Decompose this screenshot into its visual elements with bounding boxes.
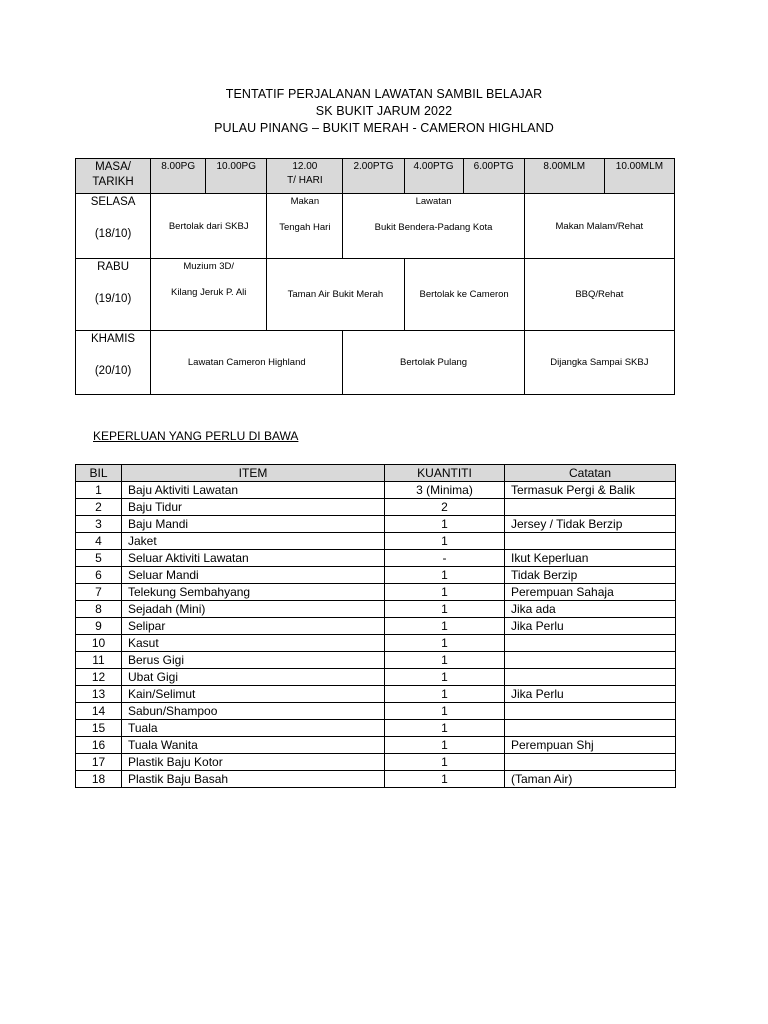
table-row xyxy=(76,703,676,720)
item-name: Berus Gigi xyxy=(122,652,385,669)
item-number: 14 xyxy=(76,703,122,720)
items-header-row xyxy=(76,465,676,482)
item-note xyxy=(505,669,676,686)
schedule-row-rabu xyxy=(76,259,675,331)
items-heading: KEPERLUAN YANG PERLU DI BAWA xyxy=(93,429,299,443)
item-quantity: 1 xyxy=(385,567,505,584)
item-name: Sabun/Shampoo xyxy=(122,703,385,720)
item-quantity: 1 xyxy=(385,737,505,754)
item-number: 16 xyxy=(76,737,122,754)
table-row xyxy=(76,567,676,584)
item-name: Selipar xyxy=(122,618,385,635)
item-number: 7 xyxy=(76,584,122,601)
item-number: 2 xyxy=(76,499,122,516)
item-quantity: 1 xyxy=(385,601,505,618)
item-quantity: 1 xyxy=(385,686,505,703)
activity-dijangka-sampai: Dijangka Sampai SKBJ xyxy=(524,331,674,395)
table-row xyxy=(76,737,676,754)
item-number: 15 xyxy=(76,720,122,737)
activity-line-1: Lawatan xyxy=(415,196,452,207)
item-quantity: 1 xyxy=(385,533,505,550)
item-note xyxy=(505,533,676,550)
item-number: 12 xyxy=(76,669,122,686)
item-number: 6 xyxy=(76,567,122,584)
item-note: Jika Perlu xyxy=(505,686,676,703)
item-number: 17 xyxy=(76,754,122,771)
masa-label: MASA/ xyxy=(95,161,131,173)
table-row xyxy=(76,550,676,567)
item-name: Plastik Baju Kotor xyxy=(122,754,385,771)
item-name: Baju Aktiviti Lawatan xyxy=(122,482,385,499)
activity-line-2: Tengah Hari xyxy=(279,222,331,233)
item-name: Sejadah (Mini) xyxy=(122,601,385,618)
title-line-3: PULAU PINANG – BUKIT MERAH - CAMERON HIGHLAND xyxy=(214,121,554,135)
item-number: 1 xyxy=(76,482,122,499)
item-name: Ubat Gigi xyxy=(122,669,385,686)
item-note: Termasuk Pergi & Balik xyxy=(505,482,676,499)
item-quantity: 1 xyxy=(385,669,505,686)
activity-line-1: Makan xyxy=(290,196,320,207)
activity-muzium-3d xyxy=(151,259,267,331)
item-note: (Taman Air) xyxy=(505,771,676,788)
item-name: Baju Tidur xyxy=(122,499,385,516)
item-number: 10 xyxy=(76,635,122,652)
item-note: Tidak Berzip xyxy=(505,567,676,584)
item-quantity: 1 xyxy=(385,703,505,720)
item-note xyxy=(505,635,676,652)
table-row xyxy=(76,686,676,703)
table-row xyxy=(76,499,676,516)
table-row xyxy=(76,482,676,499)
item-name: Plastik Baju Basah xyxy=(122,771,385,788)
masa-tarikh-header xyxy=(76,159,151,194)
items-table xyxy=(75,464,676,788)
schedule-row-selasa xyxy=(76,194,675,259)
item-note: Jika ada xyxy=(505,601,676,618)
item-quantity: 1 xyxy=(385,516,505,533)
item-quantity: 1 xyxy=(385,652,505,669)
table-row xyxy=(76,720,676,737)
item-note: Jersey / Tidak Berzip xyxy=(505,516,676,533)
item-number: 5 xyxy=(76,550,122,567)
item-note xyxy=(505,499,676,516)
item-name: Kain/Selimut xyxy=(122,686,385,703)
time-header-12-value: 12.00 xyxy=(292,161,318,172)
time-header-8mlm: 8.00MLM xyxy=(524,159,604,194)
item-quantity: - xyxy=(385,550,505,567)
schedule-table xyxy=(75,158,675,395)
table-row xyxy=(76,652,676,669)
activity-line-2: Kilang Jeruk P. Ali xyxy=(171,287,247,298)
item-quantity: 1 xyxy=(385,771,505,788)
item-number: 11 xyxy=(76,652,122,669)
item-note xyxy=(505,652,676,669)
activity-bertolak-cameron: Bertolak ke Cameron xyxy=(404,259,524,331)
items-table-body xyxy=(76,465,676,788)
document-title xyxy=(0,86,768,137)
day-cell-rabu xyxy=(76,259,151,331)
day-date: (20/10) xyxy=(94,365,132,377)
item-name: Tuala xyxy=(122,720,385,737)
activity-bertolak-skbj: Bertolak dari SKBJ xyxy=(151,194,267,259)
schedule-header-row xyxy=(76,159,675,194)
item-number: 8 xyxy=(76,601,122,618)
table-row xyxy=(76,601,676,618)
table-row xyxy=(76,516,676,533)
item-quantity: 1 xyxy=(385,754,505,771)
item-number: 13 xyxy=(76,686,122,703)
activity-lawatan-bukit-bendera xyxy=(343,194,524,259)
day-cell-selasa xyxy=(76,194,151,259)
table-row xyxy=(76,771,676,788)
time-header-10pg: 10.00PG xyxy=(206,159,267,194)
activity-line-2: Bukit Bendera-Padang Kota xyxy=(374,222,493,233)
activity-taman-air: Taman Air Bukit Merah xyxy=(267,259,404,331)
title-line-1: TENTATIF PERJALANAN LAWATAN SAMBIL BELAJAR xyxy=(225,87,543,101)
title-line-2: SK BUKIT JARUM 2022 xyxy=(315,104,453,118)
table-row xyxy=(76,635,676,652)
header-kuantiti: KUANTITI xyxy=(385,465,505,482)
item-note: Jika Perlu xyxy=(505,618,676,635)
table-row xyxy=(76,584,676,601)
day-cell-khamis xyxy=(76,331,151,395)
item-quantity: 1 xyxy=(385,635,505,652)
day-date: (18/10) xyxy=(94,228,132,240)
item-name: Seluar Aktiviti Lawatan xyxy=(122,550,385,567)
item-note xyxy=(505,720,676,737)
item-name: Seluar Mandi xyxy=(122,567,385,584)
time-header-4ptg: 4.00PTG xyxy=(404,159,463,194)
item-quantity: 1 xyxy=(385,584,505,601)
time-header-12-label: T/ HARI xyxy=(287,175,323,186)
item-quantity: 1 xyxy=(385,720,505,737)
table-row xyxy=(76,754,676,771)
day-date: (19/10) xyxy=(94,293,132,305)
schedule-row-khamis xyxy=(76,331,675,395)
item-quantity: 1 xyxy=(385,618,505,635)
activity-makan-malam: Makan Malam/Rehat xyxy=(524,194,674,259)
activity-bertolak-pulang: Bertolak Pulang xyxy=(343,331,524,395)
item-name: Tuala Wanita xyxy=(122,737,385,754)
item-number: 9 xyxy=(76,618,122,635)
time-header-6ptg: 6.00PTG xyxy=(463,159,524,194)
item-number: 4 xyxy=(76,533,122,550)
activity-bbq: BBQ/Rehat xyxy=(524,259,674,331)
day-name: SELASA xyxy=(90,196,136,208)
item-note: Ikut Keperluan xyxy=(505,550,676,567)
activity-lawatan-cameron: Lawatan Cameron Highland xyxy=(151,331,343,395)
header-bil: BIL xyxy=(76,465,122,482)
item-note: Perempuan Shj xyxy=(505,737,676,754)
activity-makan-tengah-hari xyxy=(267,194,343,259)
item-note xyxy=(505,754,676,771)
tarikh-label: TARIKH xyxy=(92,176,134,188)
activity-line-1: Muzium 3D/ xyxy=(183,261,235,272)
item-name: Baju Mandi xyxy=(122,516,385,533)
item-quantity: 3 (Minima) xyxy=(385,482,505,499)
table-row xyxy=(76,533,676,550)
item-number: 18 xyxy=(76,771,122,788)
time-header-12 xyxy=(267,159,343,194)
item-note xyxy=(505,703,676,720)
item-quantity: 2 xyxy=(385,499,505,516)
table-row xyxy=(76,669,676,686)
item-number: 3 xyxy=(76,516,122,533)
time-header-10mlm: 10.00MLM xyxy=(604,159,674,194)
item-name: Kasut xyxy=(122,635,385,652)
time-header-2ptg: 2.00PTG xyxy=(343,159,404,194)
header-item: ITEM xyxy=(122,465,385,482)
item-note: Perempuan Sahaja xyxy=(505,584,676,601)
day-name: RABU xyxy=(97,261,130,273)
item-name: Jaket xyxy=(122,533,385,550)
time-header-8pg: 8.00PG xyxy=(151,159,206,194)
table-row xyxy=(76,618,676,635)
header-catatan: Catatan xyxy=(505,465,676,482)
item-name: Telekung Sembahyang xyxy=(122,584,385,601)
day-name: KHAMIS xyxy=(91,333,136,345)
